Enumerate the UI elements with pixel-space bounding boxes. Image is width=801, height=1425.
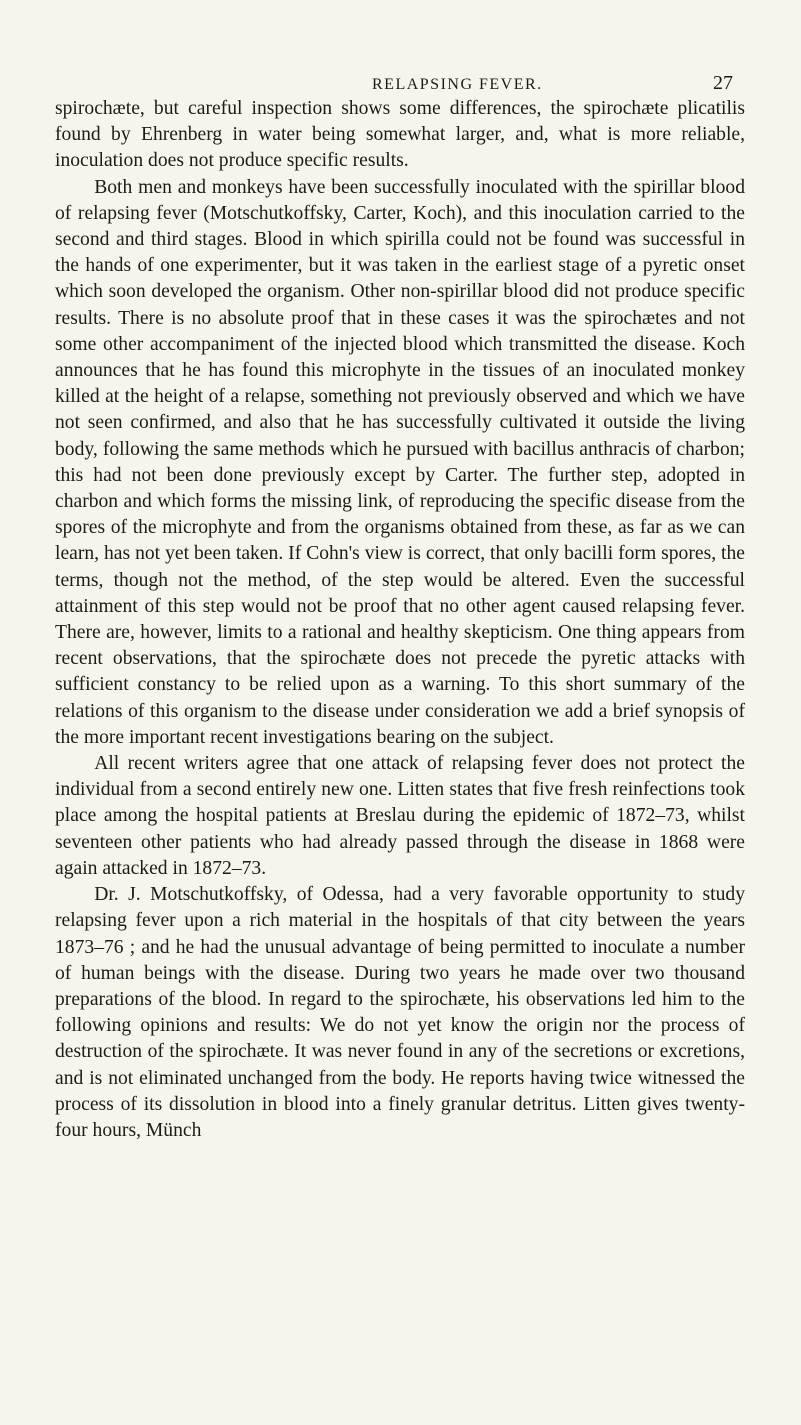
body-text	[55, 96, 745, 1144]
paragraph: All recent writers agree that one attack of relapsing fever does not protect the individual from a second entirely new one. Litten states that five fresh reinfections took place among the hospital patients at Breslau during the epidemic of 1872–73, whilst seventeen other patients who had already passed through the disease in 1868 were again attacked in 1872–73.	[55, 753, 745, 879]
paragraph: Dr. J. Motschutkoffsky, of Odessa, had a very favorable opportunity to study relapsing fever upon a rich material in the hospitals of that city between the years 1873–76 ; and he had the unusual advantage of being permitted to inoculate a number of human beings with the disease. During two years he made over two thousand preparations of the blood. In regard to the spirochæte, his observations led him to the following opinions and results: We do not yet know the origin nor the process of destruction of the spirochæte. It was never found in any of the secretions or excretions, and is not eliminated unchanged from the body. He reports having twice witnessed the process of its dissolution in blood into a finely granular detritus. Litten gives twenty-four hours, Münch	[55, 884, 745, 1141]
paragraph: spirochæte, but careful inspection shows some differences, the spirochæte plicatilis found by Ehrenberg in water being somewhat larger, and, what is more reliable, inoculation does not produce specific results.	[55, 98, 745, 172]
page-header	[372, 72, 733, 95]
page-number: 27	[713, 72, 733, 94]
running-head: RELAPSING FEVER.	[372, 76, 543, 93]
paragraph: Both men and monkeys have been successfully inoculated with the spirillar blood of relapsing fever (Motschutkoffsky, Carter, Koch), and this inoculation carried to the second and third stages. Blood in which spirilla could not be found was successful in the hands of one experimenter, but it was taken in the earliest stage of a pyretic onset which soon developed the organism. Other non-spirillar blood did not produce specific results. There is no absolute proof that in these cases it was the spirochætes and not some other accompaniment of the injected blood which transmitted the disease. Koch announces that he has found this microphyte in the tissues of an inoculated monkey killed at the height of a relapse, something not previously observed and which we have not seen confirmed, and also that he has successfully cultivated it outside the living body, following the same methods which he pursued with bacillus anthracis of charbon; this had not been done previously except by Carter. The further step, adopted in charbon and which forms the missing link, of reproducing the specific disease from the spores of the microphyte and from the organisms obtained from these, as far as we can learn, has not yet been taken. If Cohn's view is correct, that only bacilli form spores, the terms, though not the method, of the step would be altered. Even the successful attainment of this step would not be proof that no other agent caused relapsing fever. There are, however, limits to a rational and healthy skepticism. One thing appears from recent observations, that the spirochæte does not precede the pyretic attacks with sufficient constancy to be relied upon as a warning. To this short summary of the relations of this organism to the disease under consideration we add a brief synopsis of the more important recent investigations bearing on the subject.	[55, 176, 745, 748]
